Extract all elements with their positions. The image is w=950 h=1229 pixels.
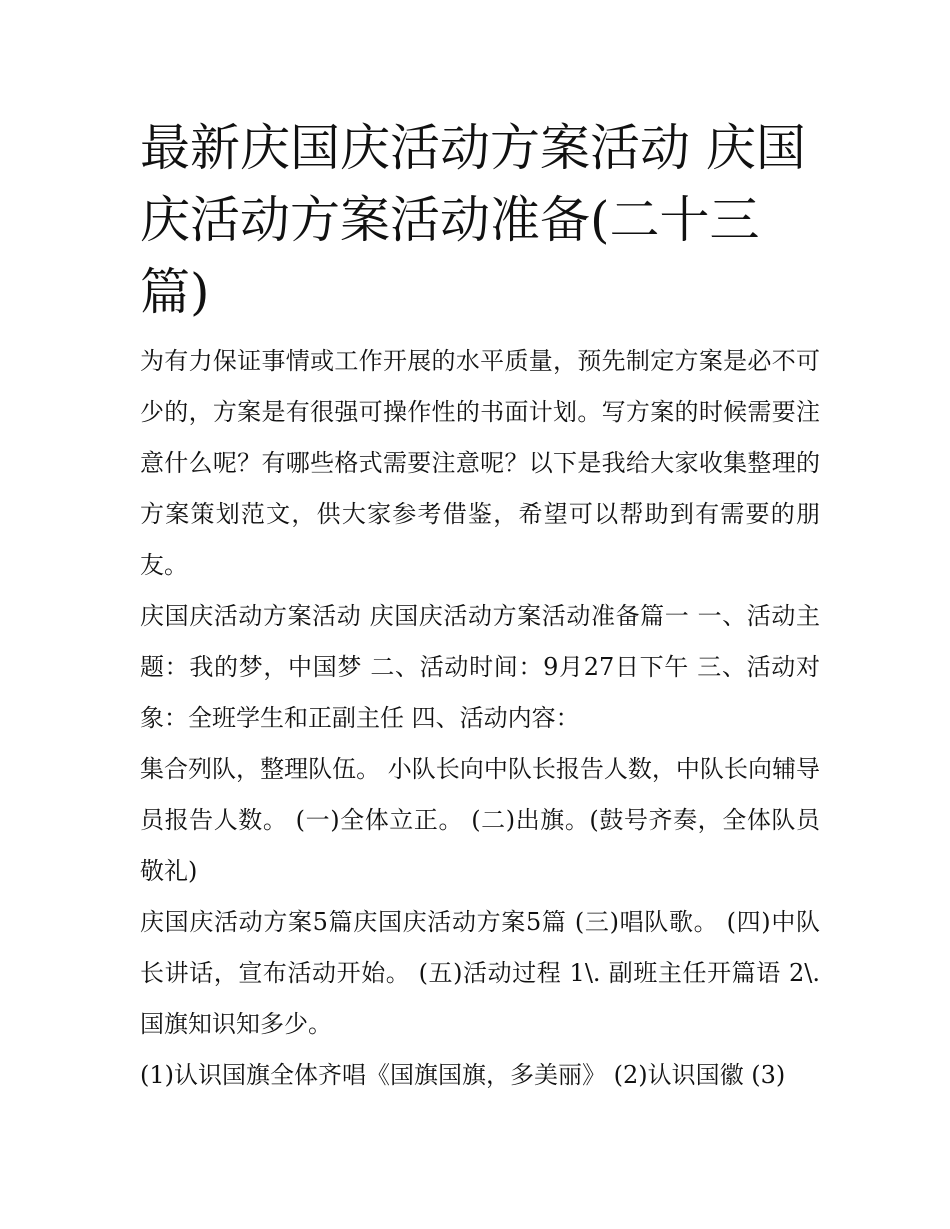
document-title: 最新庆国庆活动方案活动 庆国庆活动方案活动准备(二十三篇) <box>140 119 806 321</box>
paragraph-flag-knowledge: (1)认识国旗全体齐唱《国旗国旗，多美丽》 (2)认识国徽 (3) <box>140 1061 786 1089</box>
paragraph-process: 庆国庆活动方案5篇庆国庆活动方案5篇 (三)唱队歌。 (四)中队长讲话，宣布活动开始。 (五)活动过程 1\. 副班主任开篇语 2\. 国旗知识知多少。 <box>140 908 820 1038</box>
title-spacer <box>140 328 820 336</box>
document-body <box>140 112 820 1101</box>
paragraph-intro: 为有力保证事情或工作开展的水平质量，预先制定方案是必不可少的，方案是有很强可操作性的书面计划。写方案的时候需要注意什么呢？有哪些格式需要注意呢？以下是我给大家收集整理的方案策划范文，供大家参考借鉴，希望可以帮助到有需要的朋友。 <box>140 347 820 579</box>
paragraph-activity-theme: 庆国庆活动方案活动 庆国庆活动方案活动准备篇一 一、活动主题：我的梦，中国梦 二、活动时间：9月27日下午 三、活动对象：全班学生和正副主任 四、活动内容： <box>140 602 820 732</box>
paragraph-assembly: 集合列队，整理队伍。 小队长向中队长报告人数，中队长向辅导员报告人数。 (一)全体立正。 (二)出旗。(鼓号齐奏，全体队员敬礼) <box>140 755 820 885</box>
